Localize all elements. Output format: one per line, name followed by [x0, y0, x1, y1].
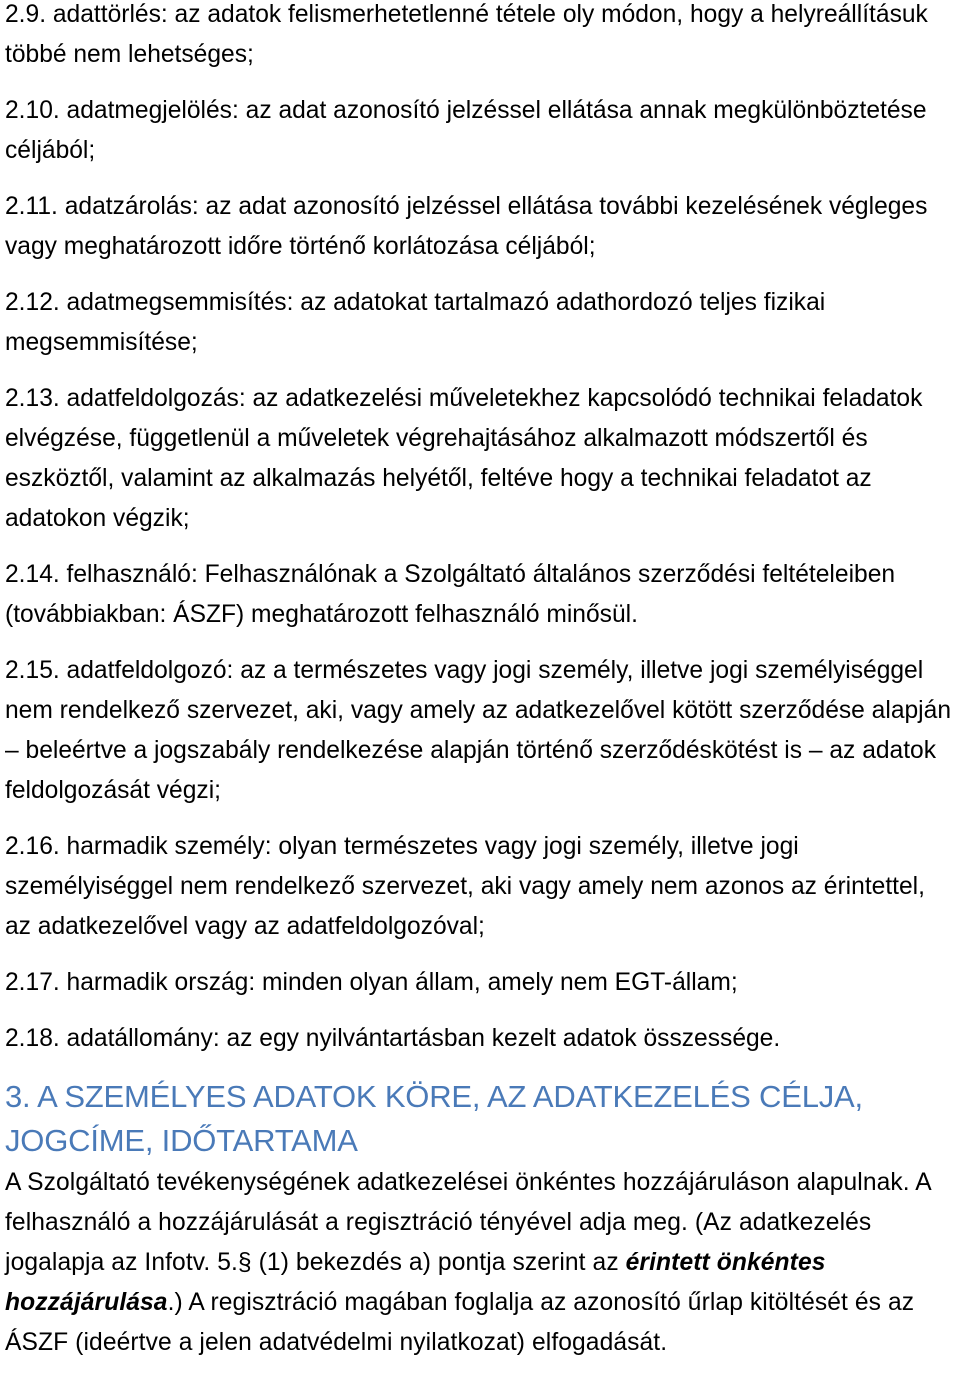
definition-number: 2.17. [5, 969, 60, 996]
definition-item [5, 283, 957, 363]
definition-item [5, 827, 957, 947]
definition-item [5, 0, 957, 75]
definition-number: 2.9. [5, 1, 47, 28]
definition-text: adatállomány: az egy nyilvántartásban kezelt adatok összessége. [66, 1025, 781, 1052]
section-paragraph [5, 1163, 957, 1363]
section-heading: 3. A SZEMÉLYES ADATOK KÖRE, AZ ADATKEZELÉS CÉLJA, JOGCÍME, IDŐTARTAMA [5, 1079, 863, 1158]
definition-item [5, 187, 957, 267]
document-page [5, 0, 957, 1363]
definition-item [5, 651, 957, 811]
paragraph-text: A Szolgáltató tevékenységének adatkezelései önkéntes hozzájáruláson alapulnak. A felhasználó a hozzájárulását a regisztráció tényével adja meg. (Az adatkezelés jogalapja az Infotv. 5. [5, 1169, 931, 1276]
definition-text: adatmegjelölés: az adat azonosító jelzéssel ellátása annak megkülönböztetése céljából; [5, 97, 927, 164]
definition-item [5, 1019, 957, 1059]
definition-text: felhasználó: Felhasználónak a Szolgáltató általános szerződési feltételeiben (továbbiakban: ÁSZF) meghatározott felhasználó minősül. [5, 561, 896, 628]
paragraph-text: (1) bekezdés a) pontja szerint az [251, 1249, 626, 1276]
definition-text: adatfeldolgozás: az adatkezelési műveletekhez kapcsolódó technikai feladatok elvégzése, függetlenül a műveletek végrehajtásához alkalmazott módszertől és eszköztől, valamint az alkalmazás helyétől, feltéve hogy a technikai feladatot az adatokon végzik; [5, 385, 923, 532]
definition-item [5, 555, 957, 635]
definition-number: 2.12. [5, 289, 60, 316]
definition-number: 2.16. [5, 833, 60, 860]
section-sign: § [237, 1249, 252, 1276]
definition-item [5, 379, 957, 539]
definition-item [5, 91, 957, 171]
definition-number: 2.18. [5, 1025, 60, 1052]
paragraph-text: .) A regisztráció magában foglalja az azonosító űrlap kitöltését és az ÁSZF (ideértve a jelen adatvédelmi nyilatkozat) elfogadását. [5, 1289, 915, 1356]
definition-text: adatzárolás: az adat azonosító jelzéssel ellátása további kezelésének végleges vagy meghatározott időre történő korlátozása céljából; [5, 193, 928, 260]
definition-text: harmadik ország: minden olyan állam, amely nem EGT-állam; [66, 969, 738, 996]
definition-text: adattörlés: az adatok felismerhetetlenné tétele oly módon, hogy a helyreállításuk többé nem lehetséges; [5, 1, 928, 68]
definition-number: 2.13. [5, 385, 60, 412]
paragraph-emphasis: érintett önkéntes hozzájárulása [5, 1249, 826, 1316]
definition-number: 2.11. [5, 193, 58, 220]
definition-number: 2.15. [5, 657, 60, 684]
definition-text: adatfeldolgozó: az a természetes vagy jogi személy, illetve jogi személyiséggel nem rendelkező szervezet, aki, vagy amely az adatkezelővel kötött szerződése alapján – beleértve a jogszabály rendelkezése alapján történő szerződéskötést is – az adatok feldolgozását végzi; [5, 657, 951, 804]
definition-number: 2.14. [5, 561, 60, 588]
definition-item [5, 963, 957, 1003]
definition-text: harmadik személy: olyan természetes vagy jogi személy, illetve jogi személyiséggel nem rendelkező szervezet, aki vagy amely nem azonos az érintettel, az adatkezelővel vagy az adatfeldolgozóval; [5, 833, 925, 940]
definition-text: adatmegsemmisítés: az adatokat tartalmazó adathordozó teljes fizikai megsemmisítése; [5, 289, 826, 356]
definition-number: 2.10. [5, 97, 60, 124]
